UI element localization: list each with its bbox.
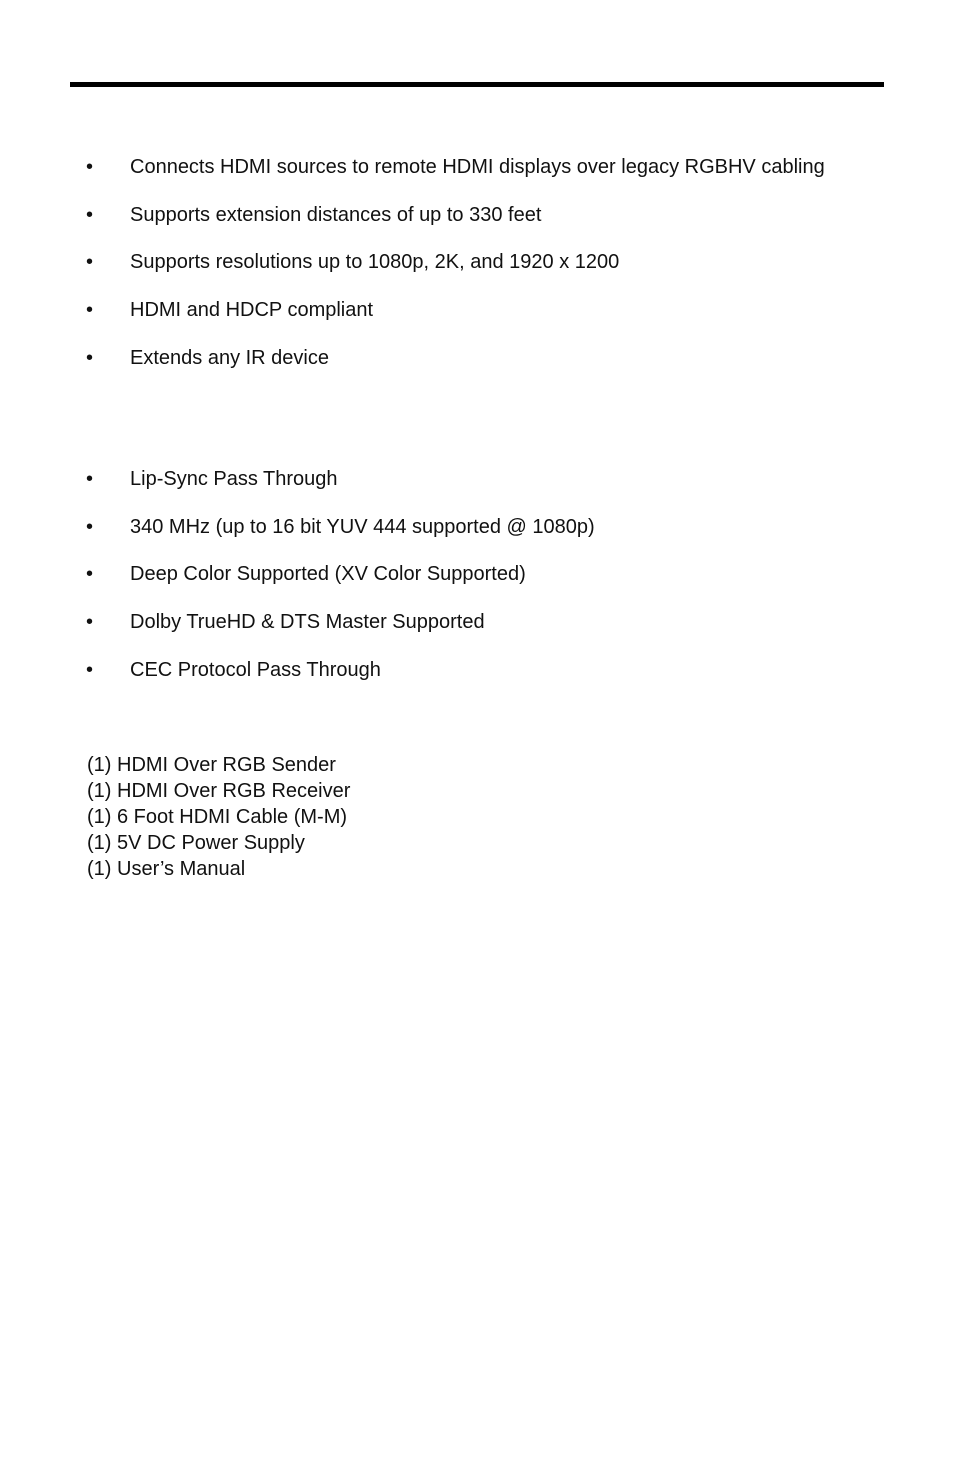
spec-text: Lip-Sync Pass Through <box>130 468 338 490</box>
list-item <box>0 466 954 492</box>
list-item <box>0 345 954 371</box>
list-item <box>0 297 954 323</box>
bullet-icon: • <box>86 611 94 634</box>
bullet-icon: • <box>86 563 94 586</box>
feature-text: Extends any IR device <box>130 346 329 369</box>
bullet-icon: • <box>86 468 94 490</box>
list-item <box>0 202 954 228</box>
feature-text: HDMI and HDCP compliant <box>130 299 374 322</box>
feature-text: Connects HDMI sources to remote HDMI displays over legacy RGBHV cabling <box>130 156 825 178</box>
list-item <box>0 609 954 635</box>
bullet-icon: • <box>86 251 94 274</box>
package-item: (1) 6 Foot HDMI Cable (M-M) <box>87 806 348 828</box>
specifications-list <box>0 466 954 704</box>
list-item <box>0 561 954 587</box>
spec-text: 340 MHz (up to 16 bit YUV 444 supported @ 1080p) <box>130 515 595 538</box>
spec-text: Deep Color Supported (XV Color Supported) <box>130 563 526 586</box>
package-contents-list <box>87 752 350 882</box>
feature-text: Supports resolutions up to 1080p, 2K, and 1920 x 1200 <box>130 251 620 274</box>
package-item: (1) 5V DC Power Supply <box>87 832 305 854</box>
spec-text: CEC Protocol Pass Through <box>130 658 381 681</box>
list-item <box>0 657 954 683</box>
package-item: (1) User’s Manual <box>87 858 246 880</box>
spec-text: Dolby TrueHD & DTS Master Supported <box>130 611 485 634</box>
header-rule <box>70 82 884 87</box>
bullet-icon: • <box>86 346 94 369</box>
bullet-icon: • <box>86 658 94 681</box>
package-item: (1) HDMI Over RGB Sender <box>87 754 336 776</box>
list-item <box>0 249 954 275</box>
bullet-icon: • <box>86 203 94 226</box>
list-item <box>0 154 954 180</box>
bullet-icon: • <box>86 299 94 322</box>
bullet-icon: • <box>86 156 94 178</box>
package-item: (1) HDMI Over RGB Receiver <box>87 780 351 802</box>
feature-text: Supports extension distances of up to 330 feet <box>130 203 542 226</box>
bullet-icon: • <box>86 515 94 538</box>
list-item <box>0 514 954 540</box>
features-list <box>0 154 954 392</box>
